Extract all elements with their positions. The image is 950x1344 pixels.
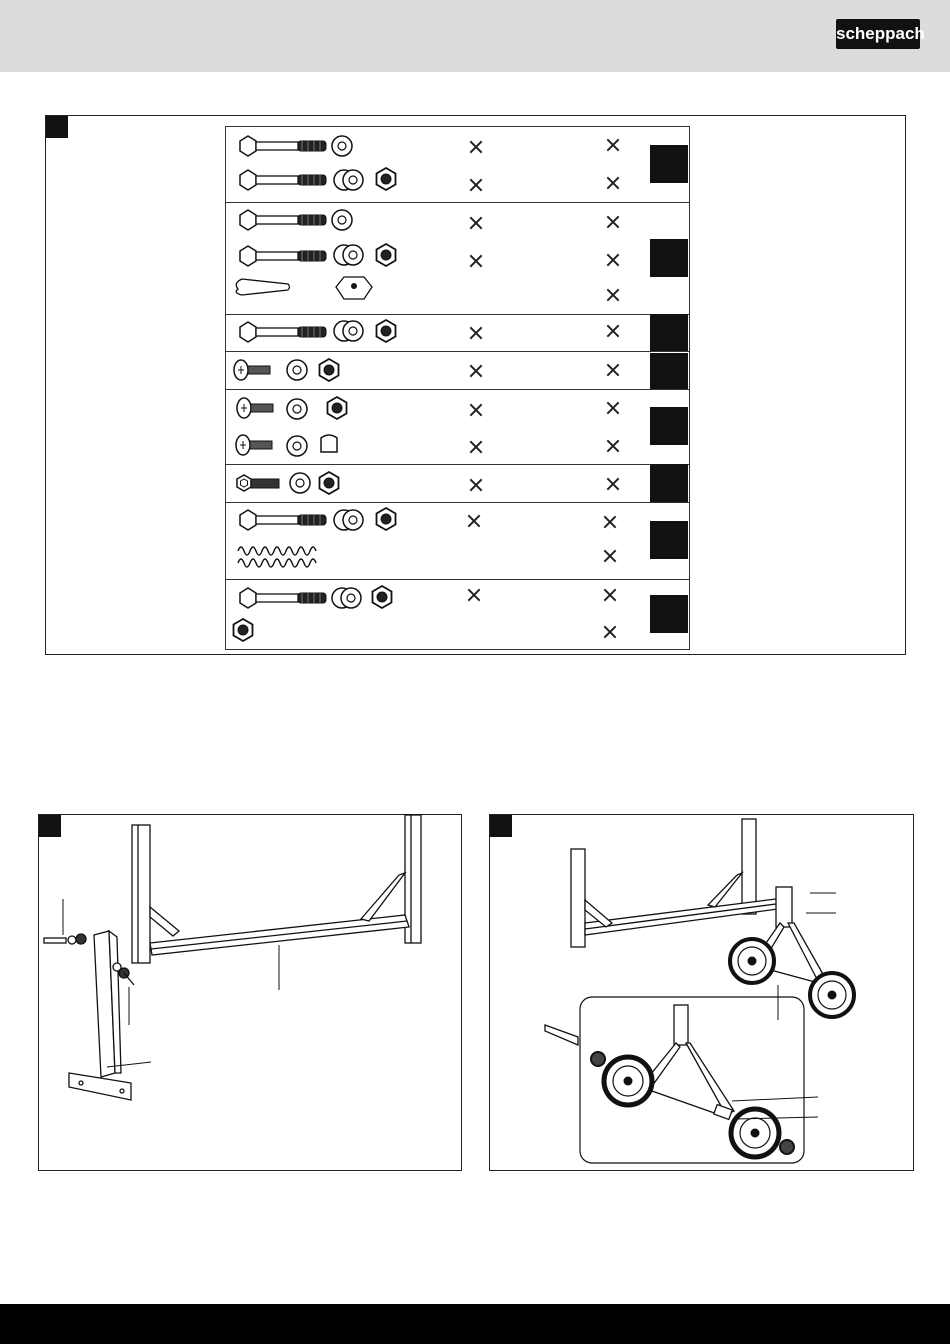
hardware-parts-table: [225, 126, 690, 650]
assembly-figure-left: [38, 814, 462, 1171]
assembly-figure-right: [489, 814, 914, 1171]
page-footer: [0, 1304, 950, 1344]
figure-number-badge: [46, 116, 68, 138]
stand-leg-assembly-drawing: [39, 815, 461, 1170]
hardware-illustrations: [226, 127, 689, 649]
wheel-assembly-drawing: [490, 815, 913, 1170]
brand-logo: scheppach: [836, 19, 920, 49]
page-header: [0, 0, 950, 72]
